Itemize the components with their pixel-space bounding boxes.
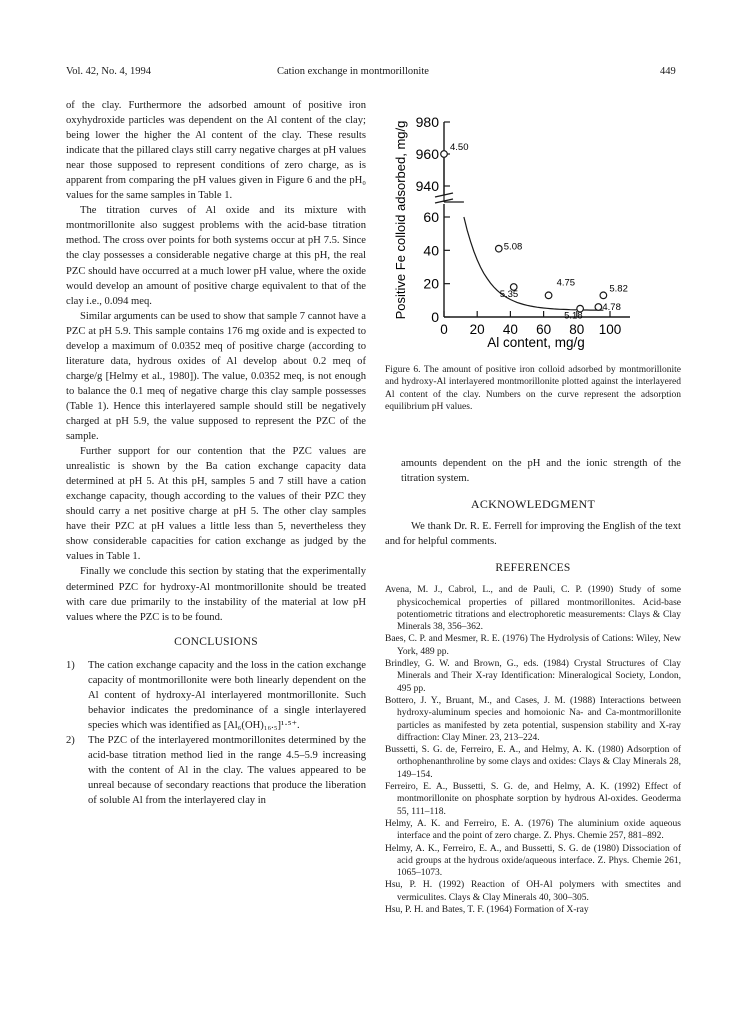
page-number: 449 [660,66,676,77]
data-point-label: 4.50 [450,142,469,153]
data-point-label: 5.08 [503,241,523,253]
conclusion-item [66,658,366,733]
acknowledgment-heading: ACKNOWLEDGMENT [470,497,596,512]
x-tick-label: 40 [502,322,518,337]
x-axis-label: Al content, mg/g [487,335,585,350]
paragraph: amounts dependent on the pH and the ionic strength of the titration system. [401,458,681,485]
conclusion-text: The cation exchange capacity and the loss in the cation exchange capacity of montmorillonite were both linearly dependent on the Al content of hydroxy-Al interlayered montmorillonite. Such behavior indicates the predominance of a single interlayered species which was identified as [Al₆(OH)₁₆.₅]¹·⁵⁺. [88,659,366,731]
conclusion-number: 1) [66,659,75,671]
reference-item: Brindley, G. W. and Brown, G., eds. (1984) Crystal Structures of Clay Minerals and Their X-ray Identification: Mineralogical Society, London, 495 pp. [385,659,681,694]
data-point-label: 4.78 [602,302,621,313]
reference-item: Bottero, J. Y., Bruant, M., and Cases, J. M. (1988) Interactions between hydroxy-aluminum species and homoionic Na- and Ca-montmorillonite particles as manifested by zeta potential, suspension stability and X-ray diffraction: Clay Miner. 23, 213–224. [385,695,681,743]
data-point [595,304,602,311]
reference-item: Helmy, A. K., Ferreiro, E. A., and Bussetti, S. G. de (1980) Dissociation of acid groups at the hydrous oxide/aqueous interface. Z. Phys. Chemie 261, 1065–1073. [385,843,681,879]
paragraph: Finally we conclude this section by stating that the experimentally determined PZC for hydroxy-Al montmorillonite should be treated with care due primarily to the instability of the material at low pH values where the PZC is to be found. [66,566,366,623]
right-column [385,456,681,916]
references-list [385,584,681,916]
x-tick-label: 80 [569,322,585,337]
references-heading: REFERENCES [495,562,571,575]
fitted-curve [464,217,604,310]
y-tick-label: 980 [415,114,439,130]
x-tick-label: 20 [469,322,485,337]
data-point-label: 4.75 [556,277,576,289]
y-tick-label: 40 [423,242,439,259]
reference-item: Ferreiro, E. A., Bussetti, S. G. de, and Helmy, A. K. (1992) Effect of montmorillonite on phosphate sorption by hydrous Al-oxides. Geoderma 55, 111–118. [385,782,681,817]
y-tick-label: 0 [431,309,439,325]
reference-item: Hsu, P. H. (1992) Reaction of OH-Al polymers with smectites and vermiculites. Clays & Clay Minerals 40, 300–305. [385,880,681,903]
figure-6-chart [385,85,685,355]
data-point [545,292,552,299]
reference-item: Baes, C. P. and Mesmer, R. E. (1976) The Hydrolysis of Cations: Wiley, New York, 489 pp. [385,634,681,657]
data-point [495,245,502,252]
data-point [441,151,448,158]
reference-item: Bussetti, S. G. de, Ferreiro, E. A., and Helmy, A. K. (1980) Adsorption of orthophenanthroline by some clays and oxides: Clays & Clay Minerals 28, 149–154. [385,745,681,780]
x-tick-label: 60 [536,322,552,337]
y-tick-label: 960 [415,146,439,162]
reference-item: Hsu, P. H. and Bates, T. F. (1964) Formation of X-ray [385,905,589,915]
data-point [600,292,607,299]
conclusion-text: The PZC of the interlayered montmorillonites determined by the acid-base titration method lied in the range 4.5–5.9 increasing with the content of Al in the clay. The values appeared to be unreal because of secondary reactions that produce the liberation of soluble Al from the interlayered clay in [88,734,366,807]
data-point-label: 5.18 [564,310,583,322]
left-column [66,98,366,808]
paragraph: Similar arguments can be used to show that sample 7 cannot have a PZC at pH 5.9. This sample contains 176 mg oxide and is expected to develop a maximum of 0.0352 meq of positive charge (according to literature data, hydrous oxides of Al develop about 0.2 meq of charge/g [Helmy et al., 1980]). The value, 0.0352 meq, is not enough to balance the 0.1 meq of negative charge this clay sample possesses (Table 1). Hence this interlayered sample should still be negatively charged at pH 5.9, the value supposed to represent the PZC of the sample. [66,310,366,443]
y-axis-label: Positive Fe colloid adsorbed, mg/g [393,120,408,320]
paragraph: The titration curves of Al oxide and its mixture with montmorillonite also suggest problems with the acid-base titration method. The cross over points for both systems occur at pH 7.5. Since the clay possesses a considerable negative charge at this pH, the real PZC should have occurred at a much lower pH value, where the oxide would develop an amount of positive charge equivalent to that of the clay i.e., 0.094 meq. [66,205,366,307]
paragraph: Further support for our contention that the PZC values are unrealistic is shown by the Ba cation exchange capacity data determined at pH 5. At this pH, samples 5 and 7 still have a cation exchange capacity, though according to the values of their PZC they should carry a net positive charge at pH 5. The other clay samples have their PZC at pH values a little less than 5, nevertheless they show considerable capacities for cation exchange as judged by the values in Table 1. [66,446,366,563]
y-tick-label: 20 [423,275,439,292]
running-title: Cation exchange in montmorillonite [277,66,429,77]
conclusion-item [66,733,366,808]
figure-caption: Figure 6. The amount of positive iron colloid adsorbed by montmorillonite and hydroxy-Al interlayered montmorillonite plotted against the interlayered Al content of the clay. Numbers on the curve represent the adsorption equilibrium pH values. [385,365,681,413]
data-point-label: 5.82 [609,283,628,295]
y-tick-label: 60 [423,209,439,225]
reference-item: Helmy, A. K. and Ferreiro, E. A. (1976) The aluminium oxide aqueous interface and the point of zero charge. Z. Phys. Chemie 257, 881–892. [385,818,681,842]
conclusion-number: 2) [66,734,75,746]
journal-volume: Vol. 42, No. 4, 1994 [66,66,151,77]
reference-item: Avena, M. J., Cabrol, L., and de Pauli, C. P. (1990) Study of some physicochemical properties of pillared montmorillonites. Acid-base potentiometric titrations and electrophoretic measurements: Clays & Clay Minerals 38, 356–362. [385,585,681,633]
paragraph: of the clay. Furthermore the adsorbed amount of positive iron oxyhydroxide particles was dependent on the Al content of the clay; being lower the higher the Al content of the clay. These results indicate that the pillared clays still carry negative charges at pH values near those supposed to represent conditions of zero charge, as is apparent from comparing the pH values given in Figure 6 and the pH₀ values for the same samples in Table 1. [66,100,366,202]
acknowledgment-text: We thank Dr. R. E. Ferrell for improving the English of the text and for helpful comments. [385,521,681,548]
x-tick-label: 0 [440,322,448,337]
conclusions-heading: CONCLUSIONS [174,635,258,648]
x-tick-label: 100 [598,322,622,337]
y-tick-label: 940 [415,178,439,194]
data-point-label: 5.35 [499,289,519,300]
